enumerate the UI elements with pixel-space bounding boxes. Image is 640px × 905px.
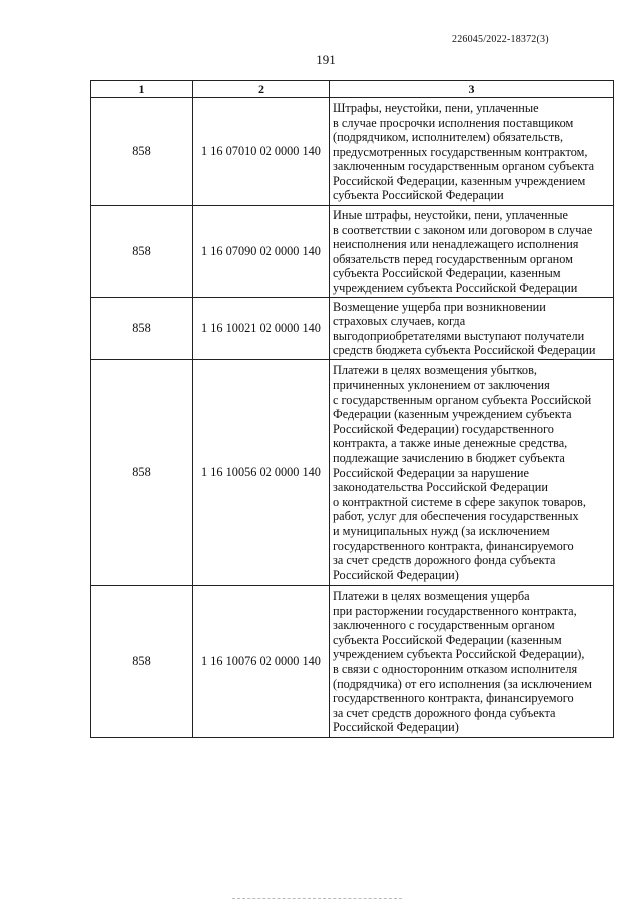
table-row <box>91 206 614 298</box>
page-footer-marks <box>232 898 402 902</box>
kbk-code-cell: 1 16 10076 02 0000 140 <box>193 585 330 737</box>
admin-code-cell: 858 <box>91 359 193 585</box>
table-row <box>91 98 614 206</box>
kbk-code-cell: 1 16 10056 02 0000 140 <box>193 359 330 585</box>
description-cell: Иные штрафы, неустойки, пени, уплаченные в соответствии с законом или договором в случае неисполнения или ненадлежащего исполнения обязательств перед государственным органом субъекта Российской Федерации, казенным учреждением субъекта Российской Федерации <box>330 206 614 298</box>
column-header-3: 3 <box>330 81 614 98</box>
kbk-code-cell: 1 16 07010 02 0000 140 <box>193 98 330 206</box>
admin-code-cell: 858 <box>91 297 193 359</box>
table-row <box>91 297 614 359</box>
admin-code-cell: 858 <box>91 585 193 737</box>
description-cell: Платежи в целях возмещения ущерба при расторжении государственного контракта, заключенного с государственным органом субъекта Российской Федерации (казенным учреждением субъекта Российской Федерации), в связи с односторонним отказом исполнителя (подрядчика) от его исполнения (за исключением государственного контракта, финансируемого за счет средств дорожного фонда субъекта Российской Федерации) <box>330 585 614 737</box>
description-cell: Штрафы, неустойки, пени, уплаченные в случае просрочки исполнения поставщиком (подрядчиком, исполнителем) обязательств, предусмотренных государственным контрактом, заключенным государственным органом субъекта Российской Федерации, казенным учреждением субъекта Российской Федерации <box>330 98 614 206</box>
description-cell: Платежи в целях возмещения убытков, причиненных уклонением от заключения с государственным органом субъекта Российской Федерации (казенным учреждением субъекта Российской Федерации) государственного контракта, а также иные денежные средства, подлежащие зачислению в бюджет субъекта Российской Федерации за нарушение законодательства Российской Федерации о контрактной системе в сфере закупок товаров, работ, услуг для обеспечения государственных и муниципальных нужд (за исключением государственного контракта, финансируемого за счет средств дорожного фонда субъекта Российской Федерации) <box>330 359 614 585</box>
admin-code-cell: 858 <box>91 206 193 298</box>
description-cell: Возмещение ущерба при возникновении страховых случаев, когда выгодоприобретателями выступают получатели средств бюджета субъекта Российской Федерации <box>330 297 614 359</box>
page-number: 191 <box>316 52 336 67</box>
table-header-row <box>91 81 614 98</box>
kbk-code-cell: 1 16 10021 02 0000 140 <box>193 297 330 359</box>
kbk-code-cell: 1 16 07090 02 0000 140 <box>193 206 330 298</box>
table-row <box>91 359 614 585</box>
document-id: 226045/2022-18372(3) <box>452 34 549 45</box>
admin-code-cell: 858 <box>91 98 193 206</box>
column-header-1: 1 <box>91 81 193 98</box>
column-header-2: 2 <box>193 81 330 98</box>
budget-code-table <box>90 80 614 738</box>
table-row <box>91 585 614 737</box>
